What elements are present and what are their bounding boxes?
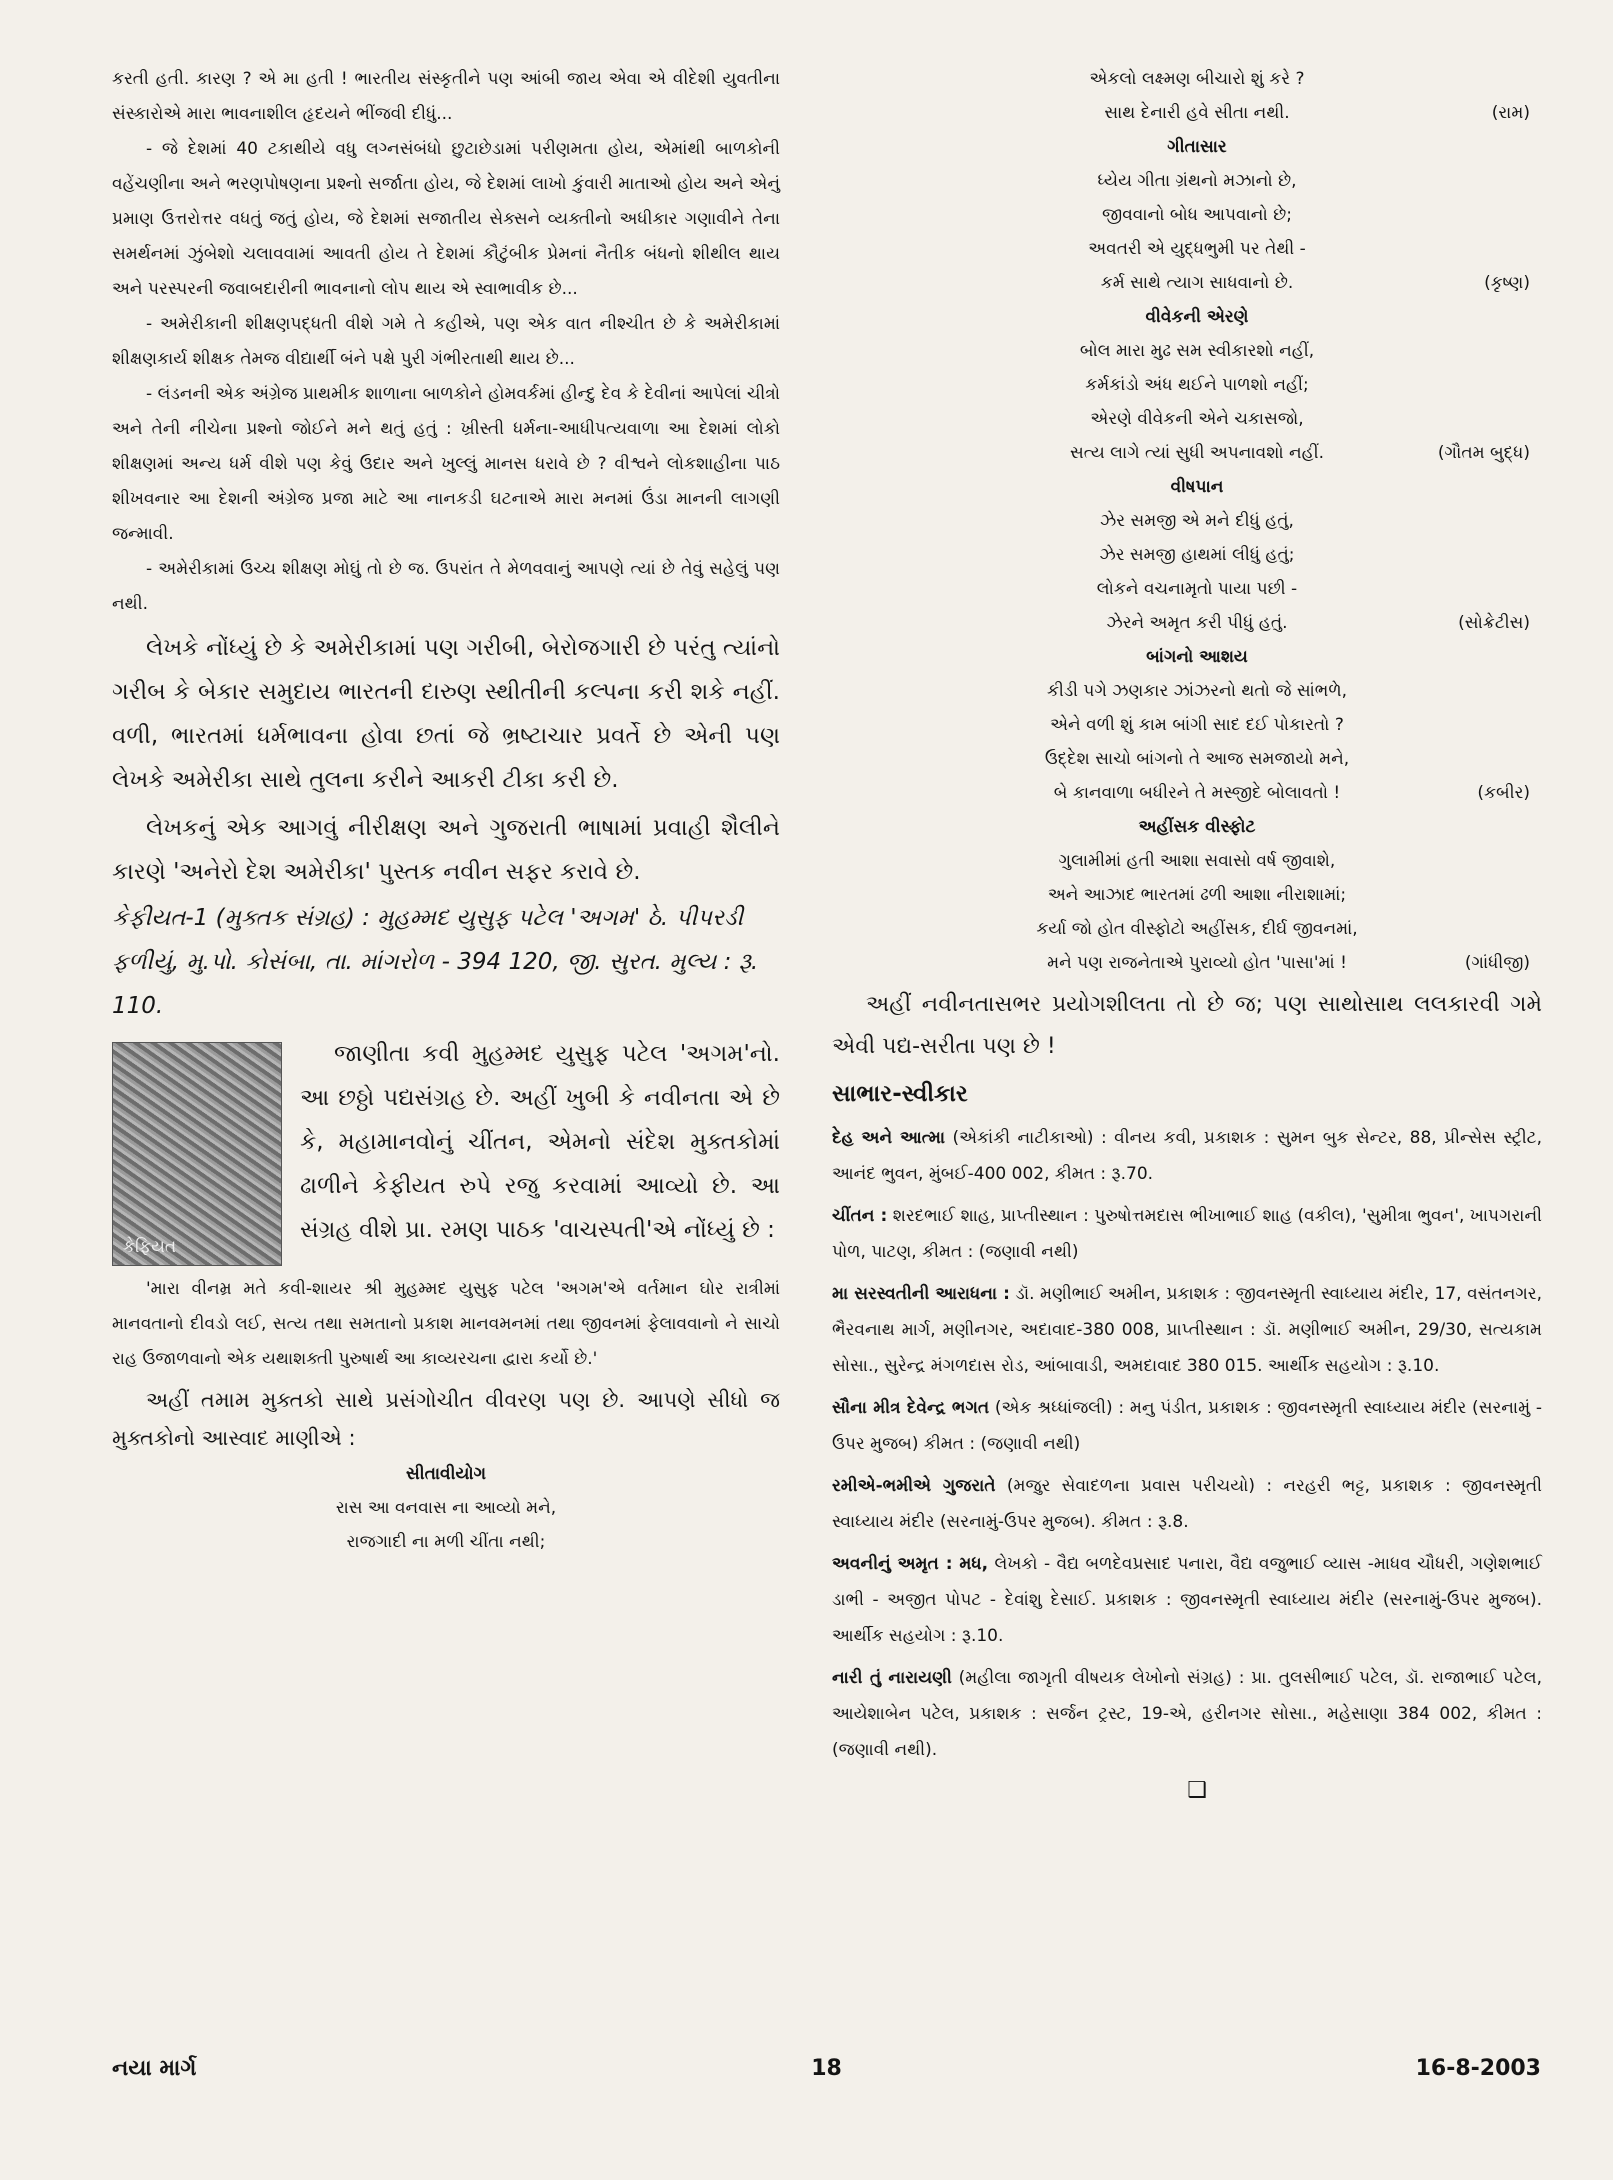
poem-line-text: મને પણ રાજનેતાએ પુરાવ્યો હોત 'પાસા'માં !: [1047, 953, 1347, 973]
poem-ahinsak-visfot: [852, 810, 1542, 980]
left-paragraph-6: લેખકે નોંધ્યું છે કે અમેરીકામાં પણ ગરીબી, બેરોજગારી છે પરંતુ ત્યાંનો ગરીબ કે બેકાર સમુદાય ભારતની દારુણ સ્થીતીની કલ્પના કરી શકે નહીં. વળી, ભારતમાં ધર્મભાવના હોવા છતાં જે ભ્રષ્ટાચાર પ્રવર્તે છે એની પણ લેખકે અમેરીકા સાથે તુલના કરીને આકરી ટીકા કરી છે.: [112, 635, 780, 793]
entry-text: (મજુર સેવાદળના પ્રવાસ પરીચયો) : નરહરી ભટ્ટ, પ્રકાશક : જીવનસ્મૃતી સ્વાધ્યાય મંદીર (સરનામું-ઉપર મુજબ). કીમત : રૂ.8.: [832, 1476, 1542, 1532]
poem-line: લોકને વચનામૃતો પાયા પછી -: [1096, 579, 1298, 599]
poem-attribution: (કૃષ્ણ): [1484, 273, 1530, 293]
poem-title-ahinsak: અહીંસક વીસ્ફોટ: [1138, 817, 1256, 837]
acknowledgement-entry: [832, 1468, 1542, 1540]
poem-line: [852, 946, 1542, 980]
poem-line: [852, 776, 1542, 810]
left-paragraph-9: અહીં તમામ મુક્તકો સાથે પ્રસંગોચીત વીવરણ પણ છે. આપણે સીધો જ મુક્તકોનો આસ્વાદ માણીએ :: [112, 1388, 780, 1450]
poem-line: અવતરી એ યુદ્ધભુમી પર તેથી -: [1088, 239, 1306, 259]
poem-vishpan: [852, 470, 1542, 640]
magazine-name: નયા માર્ગ: [112, 2056, 197, 2081]
entry-text: (મહીલા જાગૃતી વીષયક લેખોનો સંગ્રહ) : પ્રા. તુલસીભાઈ પટેલ, ડૉ. રાજાભાઈ પટેલ, આયેશાબેન પટેલ, પ્રકાશક : સર્જન ટ્રસ્ટ, 19-એ, હરીનગર સોસા., મહેસાણા 384 002, કીમત : (જણાવી નથી).: [832, 1668, 1542, 1760]
entry-text: શરદભાઈ શાહ, પ્રાપ્તીસ્થાન : પુરુષોત્તમદાસ ભીખાભાઈ શાહ (વકીલ), 'સુમીત્રા ભુવન', ખાપગરાની પોળ, પાટણ, કીમત : (જણાવી નથી): [832, 1206, 1542, 1262]
entry-text: લેખકો - વૈદ્ય બળદેવપ્રસાદ પનારા, વૈદ્ય વજુભાઈ વ્યાસ -માધવ ચૌધરી, ગણેશભાઈ ડાભી - અજીત પોપટ - દેવાંશુ દેસાઈ. પ્રકાશક : જીવનસ્મૃતી સ્વાધ્યાય મંદીર (સરનામું-ઉપર મુજબ). આર્થીક સહયોગ : રૂ.10.: [832, 1554, 1543, 1646]
poem-line: કીડી પગે ઝણકાર ઝાંઝરનો થતો જે સાંભળે,: [1046, 681, 1348, 701]
poem-line: ધ્યેય ગીતા ગ્રંથનો મઝાનો છે,: [1097, 171, 1297, 191]
poem-line-text: સત્ય લાગે ત્યાં સુધી અપનાવશો નહીં.: [1069, 443, 1325, 463]
left-paragraph-3: - અમેરીકાની શીક્ષણપદ્ધતી વીશે ગમે તે કહીએ, પણ એક વાત નીશ્ચીત છે કે અમેરીકામાં શીક્ષણકાર્ય શીક્ષક તેમજ વીદ્યાર્થી બંને પક્ષે પુરી ગંભીરતાથી થાય છે...: [112, 314, 780, 369]
closing-paragraph: અહીં નવીનતાસભર પ્રયોગશીલતા તો છે જ; પણ સાથોસાથ લલકારવી ગમે એવી પદ્ય-સરીતા પણ છે !: [832, 992, 1542, 1059]
poem-line: એરણે વીવેકની એને ચકાસજો,: [1090, 409, 1304, 429]
acknowledgement-list: [832, 1120, 1542, 1768]
poem-line-text: ઝેરને અમૃત કરી પીધું હતું.: [1106, 613, 1288, 633]
poem-attribution: (રામ): [1491, 103, 1530, 123]
poem-line: રાજગાદી ના મળી ચીંતા નથી;: [346, 1532, 546, 1552]
left-paragraph-2: - જે દેશમાં 40 ટકાથીયે વધુ લગ્નસંબંધો છુટાછેડામાં પરીણમતા હોય, એમાંથી બાળકોની વહેંચણીના અને ભરણપોષણના પ્રશ્નો સર્જાતા હોય, જે દેશમાં લાખો કુંવારી માતાઓ હોય અને એનું પ્રમાણ ઉત્તરોત્તર વધતું જતું હોય, જે દેશમાં સજાતીય સેક્સને વ્યક્તીનો અધીકાર ગણાવીને તેના સમર્થનમાં ઝુંબેશો ચલાવવામાં આવતી હોય તે દેશમાં કૌટુંબીક પ્રેમનાં નૈતીક બંધનો શીથીલ થાય અને પરસ્પરની જવાબદારીની ભાવનાનો લોપ થાય એ સ્વાભાવીક છે...: [112, 139, 780, 299]
poem-line: ઉદ્દેશ સાચો બાંગનો તે આજ સમજાયો મને,: [1044, 749, 1350, 769]
right-column: [832, 62, 1543, 1803]
poem-attribution: (કબીર): [1477, 783, 1530, 803]
poem-title-sitaviyog: સીતાવીયોગ: [405, 1464, 487, 1484]
poem-sitaviyog-continued: [852, 62, 1542, 130]
page-footer: [112, 2056, 1541, 2092]
poem-attribution: (ગૌતમ બુદ્ધ): [1437, 443, 1530, 463]
entry-title: સૌના મીત્ર દેવેન્દ્ર ભગત: [832, 1398, 990, 1418]
entry-text: ડૉ. મણીભાઈ અમીન, પ્રકાશક : જીવનસ્મૃતી સ્વાધ્યાય મંદીર, 17, વસંતનગર, ભૈરવનાથ માર્ગ, મણીનગર, અદાવાદ-380 008, પ્રાપ્તીસ્થાન : ડૉ. મણીભાઈ અમીન, 29/30, સત્યકામ સોસા., સુરેન્દ્ર મંગળદાસ રોડ, આંબાવાડી, અમદાવાદ 380 015. આર્થીક સહયોગ : રૂ.10.: [832, 1284, 1542, 1376]
poem-attribution: (ગાંધીજી): [1464, 953, 1530, 973]
poem-vivekni-erane: [852, 300, 1542, 470]
poem-line: [852, 96, 1542, 130]
book-citation: કેફીયત-1 (મુક્તક સંગ્રહ) : મુહમ્મદ યુસુફ પટેલ 'અગમ' ઠે. પીપરડી ફળીયું, મુ.પો. કોસંબા, તા. માંગરોળ - 394 120, જી. સુરત. મુલ્ય : રૂ. 110.: [112, 905, 759, 1019]
poem-line-text: બે કાનવાળા બધીરને તે મસ્જીદે બોલાવતો !: [1053, 783, 1341, 803]
poem-bangno-ashay: [852, 640, 1542, 810]
left-column: [112, 62, 780, 1559]
poem-line-text: કર્મ સાથે ત્યાગ સાધવાનો છે.: [1100, 273, 1294, 293]
poem-line: ગુલામીમાં હતી આશા સવાસો વર્ષ જીવાશે,: [1058, 851, 1336, 871]
poem-title-bang: બાંગનો આશય: [1146, 647, 1248, 667]
poem-line: [852, 436, 1542, 470]
poem-line: ઝેર સમજી હાથમાં લીધું હતું;: [1099, 545, 1295, 565]
poem-title-vishpan: વીષપાન: [1170, 477, 1224, 497]
entry-title: મા સરસ્વતીની આરાધના :: [832, 1284, 1010, 1304]
acknowledgement-entry: [832, 1276, 1542, 1384]
poem-line: કર્યા જો હોત વીસ્ફોટો અહીંસક, દીર્ઘ જીવનમાં,: [1036, 919, 1358, 939]
acknowledgement-entry: [832, 1660, 1542, 1768]
left-paragraph-4: - લંડનની એક અંગ્રેજ પ્રાથમીક શાળાના બાળકોને હોમવર્કમાં હીન્દુ દેવ કે દેવીનાં આપેલાં ચીત્રો અને તેની નીચેના પ્રશ્નો જોઈને મને થતું હતું : ખ્રીસ્તી ધર્મના-આધીપત્યવાળા આ દેશમાં લોકો શીક્ષણમાં અન્ય ધર્મ વીશે પણ કેવું ઉદાર અને ખુલ્લું માનસ ધરાવે છે ? વીશ્વને લોકશાહીના પાઠ શીખવનાર આ દેશની અંગ્રેજ પ્રજા માટે આ નાનકડી ઘટનાએ મારા મનમાં ઉંડા માનની લાગણી જન્માવી.: [112, 384, 780, 544]
entry-title: રમીએ-ભમીએ ગુજરાતે: [832, 1476, 996, 1496]
poem-line-text: સાથ દેનારી હવે સીતા નથી.: [1104, 103, 1290, 123]
poem-line: રાસ આ વનવાસ ના આવ્યો મને,: [335, 1498, 557, 1518]
poem-line: [852, 606, 1542, 640]
quote-paragraph: 'મારા વીનમ્ર મતે કવી-શાયર શ્રી મુહમ્મદ યુસુફ પટેલ 'અગમ'એ વર્તમાન ઘોર રાત્રીમાં માનવતાનો દીવડો લઈ, સત્ય તથા સમતાનો પ્રકાશ માનવમનમાં તથા જીવનમાં ફેલાવવાનો ને સાચો રાહ ઉજાળવાનો એક યથાશક્તી પુરુષાર્થ આ કાવ્યરચના દ્વારા કર્યો છે.': [112, 1279, 780, 1369]
poem-line: કર્મકાંડો અંધ થઈને પાળશો નહીં;: [1085, 375, 1309, 395]
acknowledgement-entry: [832, 1120, 1542, 1192]
poem-line: [852, 266, 1542, 300]
poem-title-gitasar: ગીતાસાર: [1167, 137, 1227, 157]
poem-sitaviyog: [112, 1457, 780, 1559]
end-mark-icon: ❑: [1187, 1778, 1207, 1803]
acknowledgement-entry: [832, 1390, 1542, 1462]
entry-title: ચીંતન :: [832, 1206, 888, 1226]
left-paragraph-8: જાણીતા કવી મુહમ્મદ યુસુફ પટેલ 'અગમ'નો. આ છઠ્ઠો પદ્યસંગ્રહ છે. અહીં ખુબી કે નવીનતા એ છે કે, મહામાનવોનું ચીંતન, એમનો સંદેશ મુક્તકોમાં ઢાળીને કેફીયત રુપે રજુ કરવામાં આવ્યો છે. આ સંગ્રહ વીશે પ્રા. રમણ પાઠક 'વાચસ્પતી'એ નોંધ્યું છે :: [300, 1041, 780, 1243]
page-number: 18: [811, 2056, 842, 2081]
book-cover-label: કેફિયત: [123, 1237, 177, 1257]
book-cover-image: [112, 1042, 282, 1266]
poem-attribution: (સોક્રેટીસ): [1458, 613, 1530, 633]
issue-date: 16-8-2003: [1415, 2056, 1541, 2081]
poem-title-vivek: વીવેકની એરણે: [1145, 307, 1249, 327]
entry-title: અવનીનું અમૃત : મધ,: [832, 1554, 989, 1574]
acknowledgement-entry: [832, 1198, 1542, 1270]
section-title-acknowledgement: સાભાર-સ્વીકાર: [832, 1081, 968, 1107]
poem-line: એકલો લક્ષ્મણ બીચારો શું કરે ?: [1089, 69, 1305, 89]
acknowledgement-entry: [832, 1546, 1542, 1654]
poem-line: ઝેર સમજી એ મને દીધું હતું,: [1100, 511, 1294, 531]
left-paragraph-1: કરતી હતી. કારણ ? એ મા હતી ! ભારતીય સંસ્કૃતીને પણ આંબી જાય એવા એ વીદેશી યુવતીના સંસ્કારોએ મારા ભાવનાશીલ હૃદયને ભીંજવી દીધું...: [112, 69, 780, 124]
poem-line: એને વળી શું કામ બાંગી સાદ દઈ પોકારતો ?: [1050, 715, 1344, 735]
entry-title: દેહ અને આત્મા: [832, 1128, 946, 1148]
poem-line: બોલ મારા મુઢ સમ સ્વીકારશો નહીં,: [1079, 341, 1315, 361]
poem-line: અને આઝાદ ભારતમાં ઢળી આશા નીરાશામાં;: [1047, 885, 1347, 905]
left-paragraph-7: લેખકનું એક આગવું નીરીક્ષણ અને ગુજરાતી ભાષામાં પ્રવાહી શૈલીને કારણે 'અનેરો દેશ અમેરીકા' પુસ્તક નવીન સફર કરાવે છે.: [112, 815, 780, 885]
entry-text: (એકાંકી નાટીકાઓ) : વીનય કવી, પ્રકાશક : સુમન બુક સેન્ટર, 88, પ્રીન્સેસ સ્ટ્રીટ, આનંદ ભુવન, મુંબઈ-400 002, કીમત : રૂ.70.: [832, 1128, 1542, 1184]
entry-title: નારી તું નારાયણી: [832, 1668, 952, 1688]
left-paragraph-5: - અમેરીકામાં ઉચ્ચ શીક્ષણ મોઘું તો છે જ. ઉપરાંત તે મેળવવાનું આપણે ત્યાં છે તેવું સહેલું પણ નથી.: [112, 559, 780, 614]
poem-gitasar: [852, 130, 1542, 300]
entry-text: (એક શ્રધ્ધાંજલી) : મનુ પંડીત, પ્રકાશક : જીવનસ્મૃતી સ્વાધ્યાય મંદીર (સરનામું - ઉપર મુજબ) કીમત : (જણાવી નથી): [832, 1398, 1542, 1454]
poem-line: જીવવાનો બોધ આપવાનો છે;: [1102, 205, 1292, 225]
